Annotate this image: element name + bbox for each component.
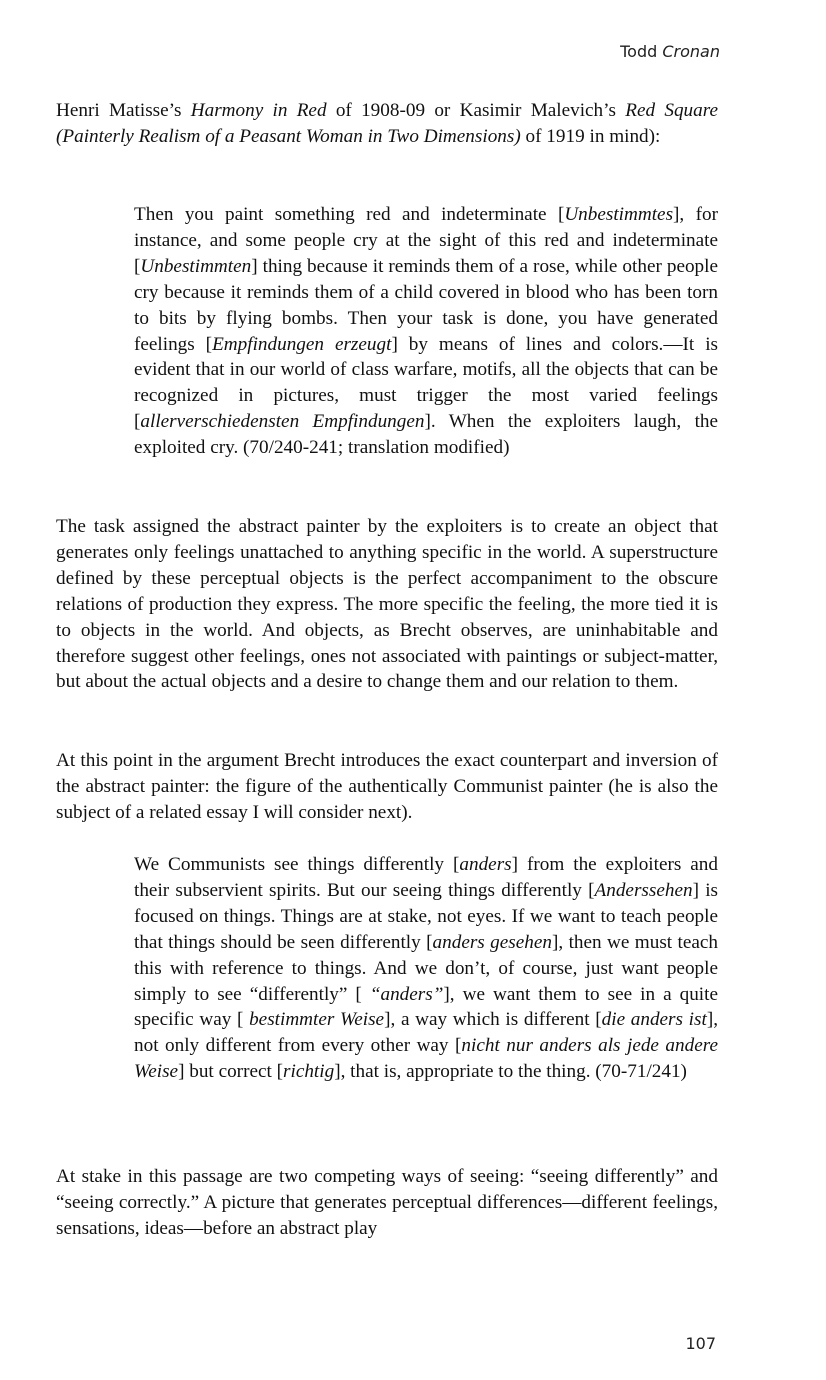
- text-run: ] by means of lines and colors.—It is evident that in our world of class warfare, motifs, all the objects that can be recognized in pictures, must trigger the most varied feelings [: [134, 333, 718, 433]
- running-head-last-name: Cronan: [662, 42, 720, 61]
- text-run: We Communists see things differently [: [134, 854, 460, 875]
- italic-run: allerverschiedensten Empfindungen: [140, 411, 425, 433]
- text-run: ] is focused on things. Things are at stake, not eyes. If we want to teach people that things should be seen differently [: [134, 879, 718, 953]
- block-quote-seeing-differently: [134, 852, 718, 1085]
- text-run: ], not only different from every other way [: [134, 1009, 718, 1057]
- text-run: At stake in this passage are two competing ways of seeing: “seeing differently” and “seeing correctly.” A picture that generates perceptual differences—different feelings, sensations, ideas—before an abstract play: [56, 1166, 718, 1239]
- italic-run: bestimmter Weise: [249, 1009, 385, 1031]
- text-run: of 1908-09 or Kasimir Malevich’s: [326, 100, 626, 121]
- italic-run: Harmony in Red: [190, 100, 327, 121]
- italic-run: anders gesehen: [432, 931, 552, 953]
- italic-run: die anders ist: [601, 1009, 707, 1031]
- italic-run: richtig: [283, 1061, 335, 1083]
- block-quote-abstract-painting: [134, 202, 718, 461]
- italic-run: Anderssehen: [594, 879, 693, 901]
- text-run: ] from the exploiters and their subservient spirits. But our seeing things differently [: [134, 854, 718, 901]
- running-head: [620, 42, 720, 61]
- text-run: Then you paint something red and indeterminate [: [134, 204, 565, 225]
- text-run: of 1919 in mind):: [520, 125, 661, 147]
- body-paragraph-matisse-malevich: [56, 98, 718, 150]
- italic-run: Unbestimmten: [140, 255, 252, 277]
- page-number: 107: [685, 1334, 716, 1353]
- italic-run: Unbestimmtes: [564, 204, 674, 225]
- italic-run: Empfindungen erzeugt: [212, 333, 392, 355]
- italic-run: Red Square (Painterly Realism of a Peasant Woman in Two Dimensions): [56, 100, 718, 147]
- running-head-first-name: Todd: [620, 42, 658, 61]
- text-run: ], that is, appropriate to the thing. (70-71/241): [334, 1061, 687, 1083]
- body-paragraph-abstract-painter-task: [56, 514, 718, 695]
- text-run: At this point in the argument Brecht introduces the exact counterpart and inversion of the abstract painter: the figure of the authentically Communist painter (he is also the subject of a related essay I will consider next).: [56, 750, 718, 823]
- text-run: The task assigned the abstract painter by the exploiters is to create an object that generates only feelings unattached to anything specific in the world. A superstructure defined by these perceptual objects is the perfect accompaniment to the obscure relations of production they express. The more specific the feeling, the more tied it is to objects in the world. And objects, as Brecht observes, are uninhabitable and therefore suggest other feelings, ones not associated with paintings or subject-matter, but about the actual objects and a desire to change them and our relation to them.: [56, 516, 718, 693]
- text-run: ], we want them to see in a quite specific way [: [134, 983, 718, 1031]
- text-run: ], then we must teach this with reference to things. And we don’t, of course, just want people simply to see “differently” [: [134, 931, 719, 1005]
- italic-run: “anders”: [369, 983, 444, 1005]
- italic-run: anders: [459, 854, 512, 875]
- text-run: ] but correct [: [178, 1061, 284, 1083]
- text-run: ], a way which is different [: [384, 1009, 602, 1031]
- body-paragraph-ways-of-seeing: [56, 1164, 718, 1242]
- text-run: ]. When the exploiters laugh, the exploited cry. (70/240-241; translation modified): [134, 411, 719, 459]
- text-run: ] thing because it reminds them of a rose, while other people cry because it reminds them of a child covered in blood who has been torn to bits by flying bombs. Then your task is done, you have generated feelings [: [134, 255, 718, 355]
- text-run: Henri Matisse’s: [56, 100, 191, 121]
- text-run: ], for instance, and some people cry at the sight of this red and indeterminate [: [134, 204, 718, 277]
- italic-run: nicht nur anders als jede andere Weise: [134, 1035, 718, 1083]
- body-paragraph-communist-painter: [56, 748, 718, 826]
